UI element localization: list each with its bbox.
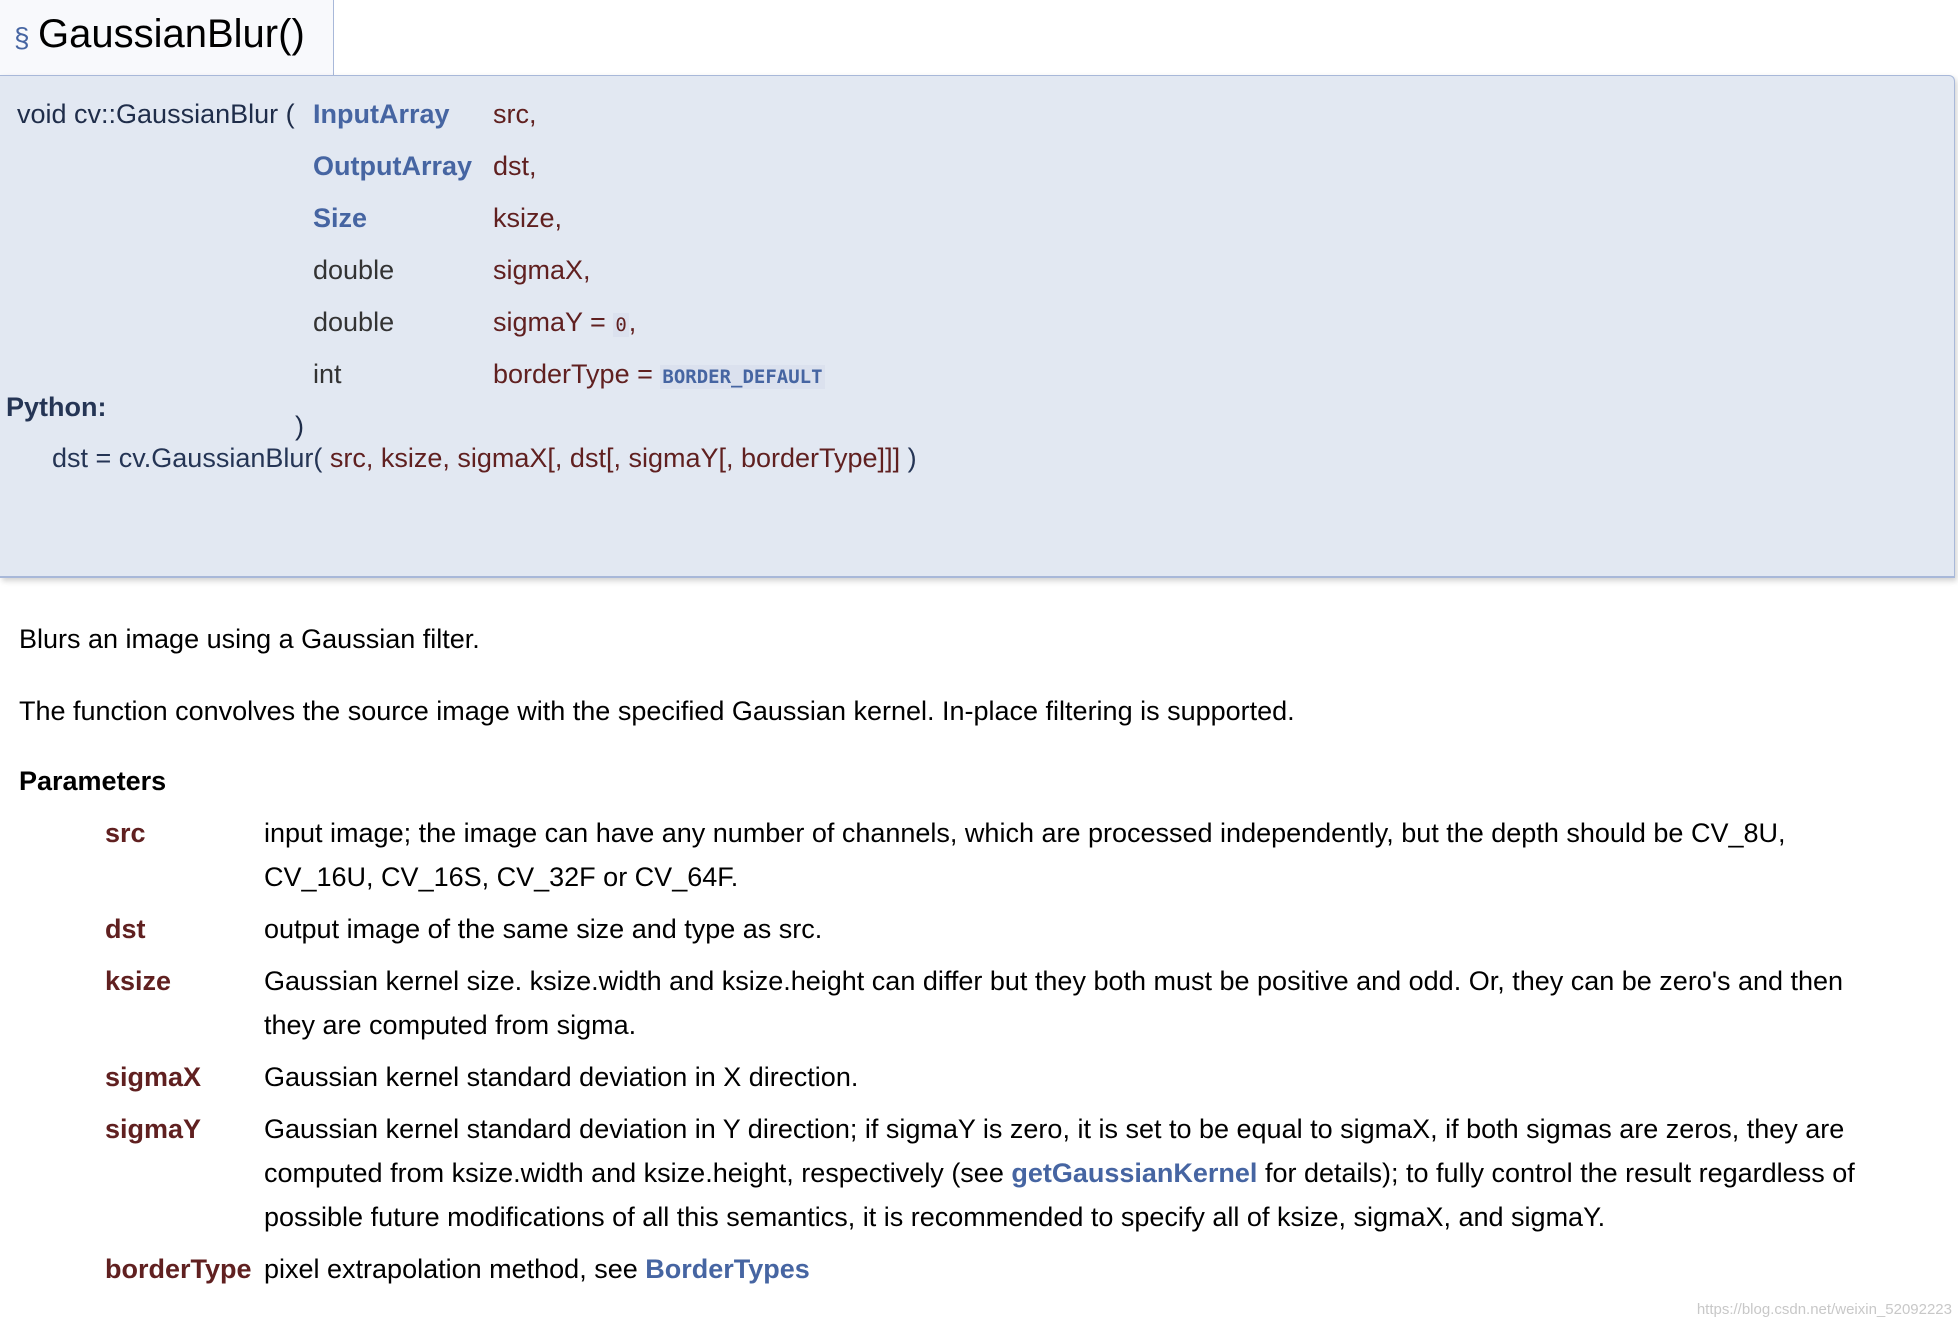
param-doc-line: possible future modifications of all this semantics, it is recommended to specify all of ksize, sigmaX, and sigmaY. [264, 1202, 1606, 1232]
param-doc-name: sigmaY [105, 1114, 202, 1144]
detailed-description: The function convolves the source image with the specified Gaussian kernel. In-place filtering is supported. [19, 696, 1295, 726]
param-doc-line: Gaussian kernel standard deviation in X direction. [264, 1062, 859, 1092]
function-prototype-box [0, 75, 1955, 578]
python-signature [52, 442, 917, 474]
param-doc-description [264, 1055, 1924, 1099]
param-name: src, [493, 99, 537, 129]
param-doc-description [264, 1247, 1924, 1291]
member-title-tab [0, 0, 334, 76]
python-args: src, ksize, sigmaX[, dst[, sigmaY[, borderType]]] [329, 443, 901, 473]
python-suffix: ) [907, 443, 917, 473]
param-doc-name: borderType [105, 1254, 252, 1284]
param-doc-line: Gaussian kernel size. ksize.width and ksize.height can differ but they both must be positive and odd. Or, they can be zero's and then [264, 966, 1844, 996]
param-type-link[interactable]: Size [313, 203, 368, 233]
param-doc-description [264, 1107, 1924, 1239]
param-doc-name: src [105, 818, 146, 848]
param-doc-text: pixel extrapolation method, see [264, 1254, 646, 1284]
param-default-link[interactable]: BORDER_DEFAULT [662, 366, 823, 388]
param-name: sigmaY = [493, 307, 606, 337]
param-doc-line: CV_16U, CV_16S, CV_32F or CV_64F. [264, 862, 739, 892]
param-doc-line [264, 1247, 1924, 1291]
function-title: GaussianBlur() [38, 12, 305, 56]
param-type-link[interactable]: InputArray [313, 99, 450, 129]
param-name: sigmaX, [493, 255, 591, 285]
param-doc-line [264, 1151, 1924, 1195]
param-name: dst, [493, 151, 537, 181]
param-doc-line: they are computed from sigma. [264, 1010, 637, 1040]
python-prefix: dst = cv.GaussianBlur( [52, 443, 323, 473]
param-doc-line: input image; the image can have any number of channels, which are processed independently, but the depth should be CV_8U, [264, 818, 1786, 848]
param-doc-description [264, 811, 1924, 899]
prototype-close-paren: ) [295, 411, 304, 441]
param-doc-line: Gaussian kernel standard deviation in Y direction; if sigmaY is zero, it is set to be equal to sigmaX, if both sigmas are zeros, they are [264, 1114, 1845, 1144]
border-types-link[interactable]: BorderTypes [645, 1254, 810, 1284]
param-doc-description [264, 959, 1924, 1047]
param-doc-text: computed from ksize.width and ksize.height, respectively (see [264, 1158, 1012, 1188]
param-type: int [313, 359, 342, 389]
param-type: double [313, 255, 395, 285]
prototype-prefix: void cv::GaussianBlur ( [17, 99, 295, 129]
param-doc-name: dst [105, 914, 146, 944]
param-with-default [493, 306, 636, 341]
param-type: double [313, 307, 395, 337]
param-default-value: 0 [615, 314, 627, 336]
python-label: Python: [6, 392, 107, 422]
param-doc-description [264, 907, 1924, 951]
watermark: https://blog.csdn.net/weixin_52092223 [1696, 1301, 1952, 1318]
brief-description: Blurs an image using a Gaussian filter. [19, 624, 480, 654]
param-doc-name: sigmaX [105, 1062, 202, 1092]
permalink-anchor[interactable]: § [14, 22, 30, 53]
param-type-link[interactable]: OutputArray [313, 151, 473, 181]
param-name: ksize, [493, 203, 563, 233]
param-with-default [493, 358, 825, 393]
param-suffix: , [628, 307, 637, 337]
param-doc-line: output image of the same size and type as src. [264, 914, 823, 944]
parameters-heading: Parameters [19, 766, 167, 796]
param-name: borderType = [493, 359, 653, 389]
param-doc-name: ksize [105, 966, 172, 996]
get-gaussian-kernel-link[interactable]: getGaussianKernel [1011, 1158, 1258, 1188]
param-doc-text: for details); to fully control the result regardless of [1257, 1158, 1855, 1188]
